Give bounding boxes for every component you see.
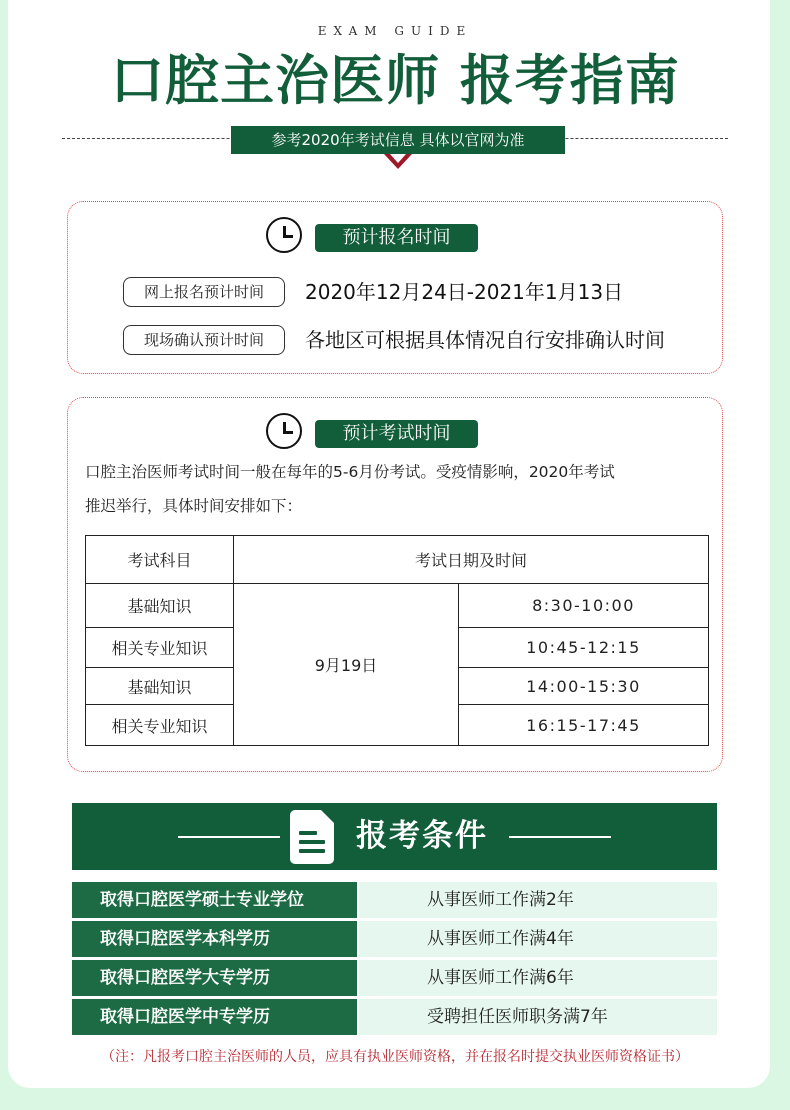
condition-row	[72, 882, 717, 918]
online-registration-value: 2020年12月24日-2021年1月13日	[305, 280, 624, 304]
clock-icon	[266, 413, 302, 449]
clock-icon	[266, 217, 302, 253]
subject-cell: 相关专业知识	[86, 705, 234, 746]
header-rule-left	[178, 836, 280, 838]
subtitle-banner: 参考2020年考试信息 具体以官网为准	[231, 126, 565, 154]
document-icon	[290, 810, 334, 864]
condition-row	[72, 960, 717, 996]
exam-date-cell: 9月19日	[234, 584, 459, 746]
time-cell: 16:15-17:45	[459, 705, 709, 746]
subject-cell: 基础知识	[86, 668, 234, 705]
registration-heading: 预计报名时间	[315, 224, 478, 252]
condition-requirement: 从事医师工作满6年	[359, 960, 717, 996]
exam-time-heading: 预计考试时间	[315, 420, 478, 448]
condition-row	[72, 999, 717, 1035]
condition-degree: 取得口腔医学硕士专业学位	[72, 882, 357, 918]
table-header-datetime: 考试日期及时间	[234, 536, 709, 584]
condition-row	[72, 921, 717, 957]
page-title: 口腔主治医师 报考指南	[110, 48, 680, 112]
exam-schedule-table	[85, 535, 709, 746]
conditions-title: 报考条件	[356, 818, 488, 854]
condition-requirement: 从事医师工作满2年	[359, 882, 717, 918]
time-cell: 10:45-12:15	[459, 628, 709, 668]
time-cell: 14:00-15:30	[459, 668, 709, 705]
condition-degree: 取得口腔医学中专学历	[72, 999, 357, 1035]
table-header-row	[86, 536, 709, 584]
online-registration-label: 网上报名预计时间	[123, 277, 285, 307]
onsite-confirmation-value: 各地区可根据具体情况自行安排确认时间	[305, 328, 665, 352]
subject-cell: 基础知识	[86, 584, 234, 628]
condition-degree: 取得口腔医学本科学历	[72, 921, 357, 957]
time-cell: 8:30-10:00	[459, 584, 709, 628]
subject-cell: 相关专业知识	[86, 628, 234, 668]
eyebrow-text: EXAM GUIDE	[317, 24, 473, 38]
condition-degree: 取得口腔医学大专学历	[72, 960, 357, 996]
exam-intro-line1: 口腔主治医师考试时间一般在每年的5-6月份考试。受疫情影响，2020年考试	[85, 463, 615, 481]
table-row	[86, 584, 709, 628]
conditions-header	[72, 803, 717, 870]
condition-requirement: 受聘担任医师职务满7年	[359, 999, 717, 1035]
condition-requirement: 从事医师工作满4年	[359, 921, 717, 957]
table-header-subject: 考试科目	[86, 536, 234, 584]
onsite-confirmation-label: 现场确认预计时间	[123, 325, 285, 355]
footnote: （注：凡报考口腔主治医师的人员，应具有执业医师资格，并在报名时提交执业医师资格证书）	[101, 1049, 689, 1065]
header-rule-right	[509, 836, 611, 838]
exam-intro-line2: 推迟举行，具体时间安排如下：	[85, 497, 303, 515]
